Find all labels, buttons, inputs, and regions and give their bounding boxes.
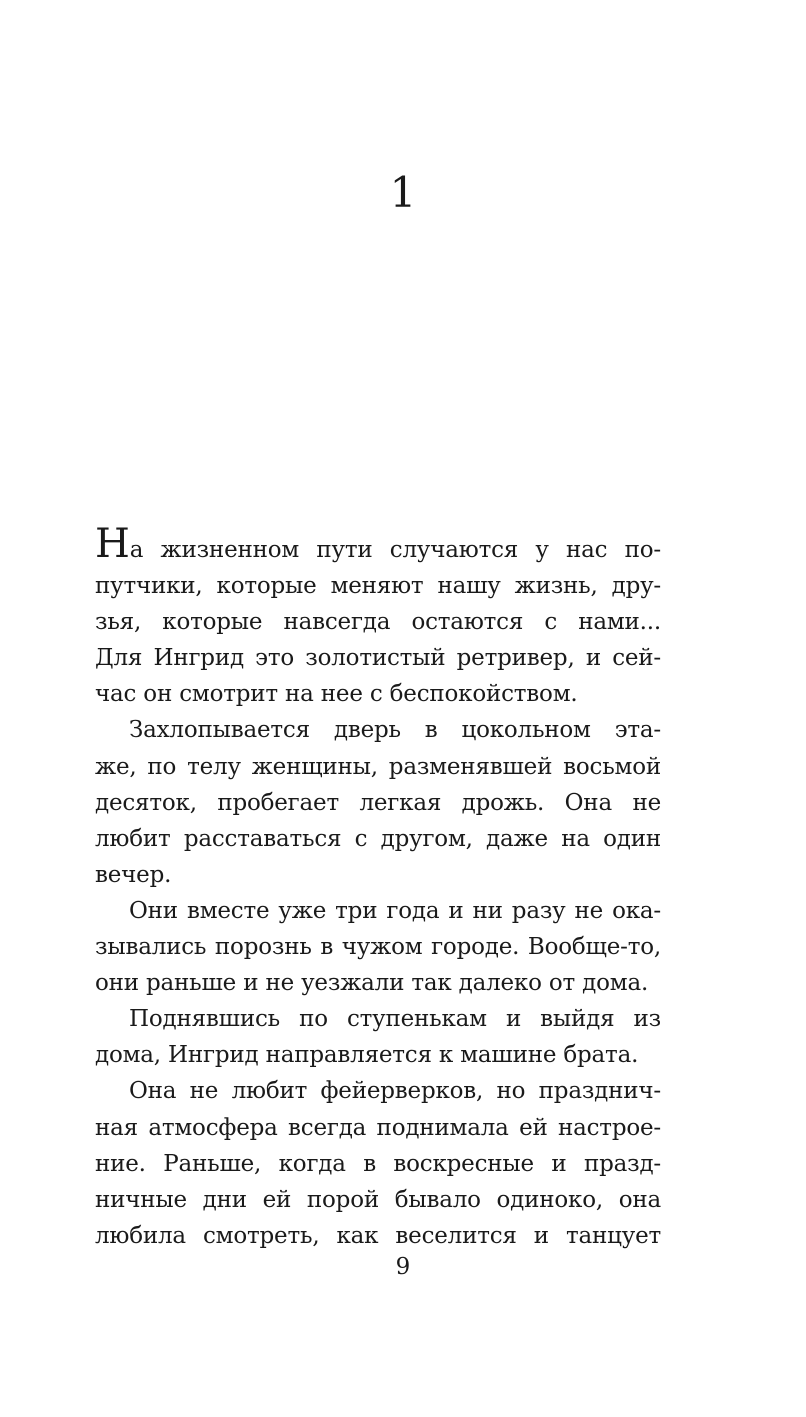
text-line: десяток, пробегает легкая дрожь. Она не: [95, 789, 661, 816]
text-line-content: а жизненном пути случаются у нас по-: [129, 537, 661, 563]
text-line: [95, 521, 661, 568]
text-line: Они вместе уже три года и ни разу не ока-: [129, 897, 661, 924]
text-line: же, по телу женщины, разменявшей восьмой: [95, 753, 661, 780]
text-line: любила смотреть, как веселится и танцует: [95, 1222, 661, 1249]
body-text: [95, 521, 661, 1254]
text-line: час он смотрит на нее с беспокойством.: [95, 681, 578, 708]
text-line: любит расставаться с другом, даже на один: [95, 825, 661, 852]
text-line: вечер.: [95, 861, 172, 888]
chapter-number: 1: [389, 168, 417, 217]
text-line: ние. Раньше, когда в воскресные и празд-: [95, 1150, 661, 1177]
text-line: зывались порознь в чужом городе. Вообще-то,: [95, 934, 661, 961]
text-line: зья, которые навсегда остаются с нами...: [95, 609, 661, 636]
text-line: Она не любит фейерверков, но празднич-: [129, 1078, 661, 1105]
text-line: ничные дни ей порой бывало одиноко, она: [95, 1186, 661, 1213]
text-line: ная атмосфера всегда поднимала ей настрое-: [95, 1114, 661, 1141]
drop-cap: Н: [95, 521, 130, 567]
text-line: путчики, которые меняют нашу жизнь, дру-: [95, 573, 661, 600]
text-line: Для Ингрид это золотистый ретривер, и сей-: [95, 645, 661, 672]
page-number: 9: [395, 1254, 411, 1280]
text-line: Поднявшись по ступенькам и выйдя из: [129, 1006, 661, 1033]
text-line: Захлопывается дверь в цокольном эта-: [129, 717, 661, 744]
text-line: дома, Ингрид направляется к машине брата.: [95, 1042, 639, 1069]
text-line: они раньше и не уезжали так далеко от дома.: [95, 970, 649, 997]
